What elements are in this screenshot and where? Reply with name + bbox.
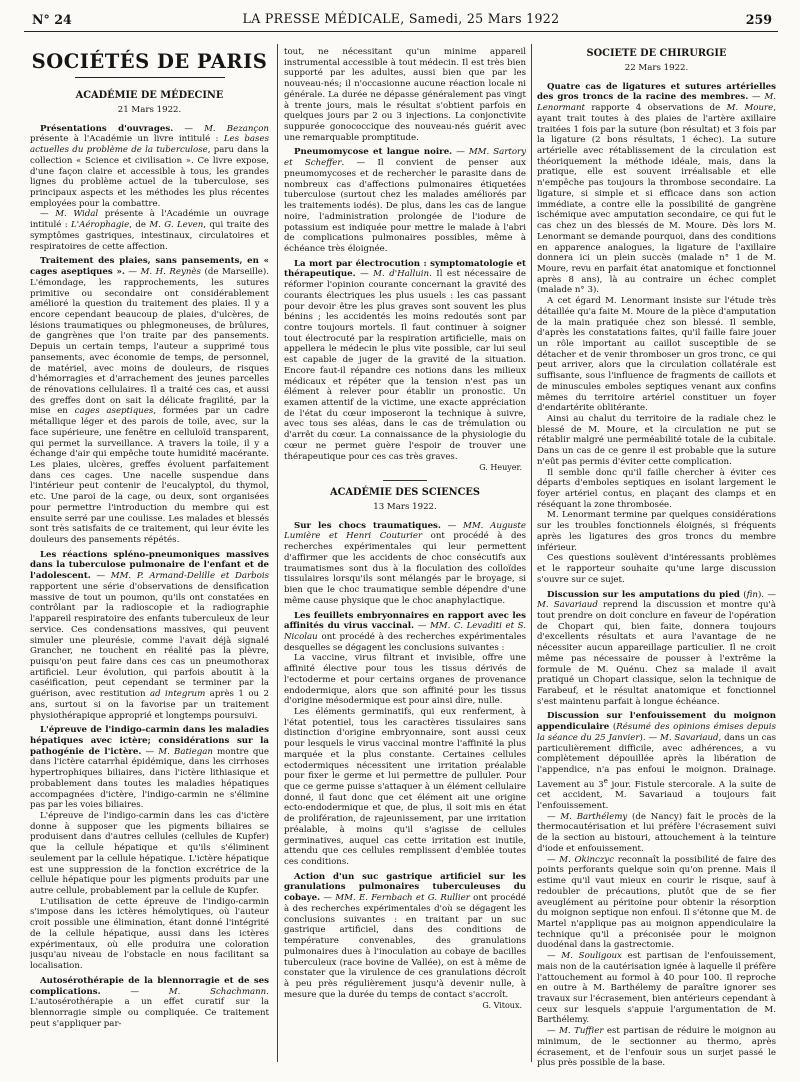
article-paragraph: Pneumomycose et langue noire. — MM. Sartory et Scheffer. — Il convient de penser aux pneumomycoses et de rechercher le parasite dans de nombreux cas d'affections pulmonaires étiquetées tuberculose (surtout chez les malades améliorés par les traitements iodés). De plus, dans les cas de langue noire, l'administration prolongée de l'iodure de potassium est indiquée pour mettre le malade à l'abri de complications pulmonaires possibles, même à échéance très éloignée.	[284, 147, 526, 254]
article-paragraph: L'épreuve de l'indigo-carmin dans les maladies hépatiques avec ictère; considérations sur la pathogénie de l'ictère. — M. Batiegan montre que dans l'ictère catarrhal épidémique, dans les cirrhoses hypertrophiques biliaires, dans l'ictère lithiasique et probablement dans toutes les maladies hépatiques accompagnées d'ictère, l'indigo-carmin ne s'élimine pas par les voies biliaires.	[30, 725, 269, 811]
separator-rule	[383, 480, 427, 481]
journal-title: LA PRESSE MÉDICALE, Samedi, 25 Mars 1922	[242, 11, 560, 26]
article-paragraph: — M. Tuffier est partisan de réduire le moignon au minimum, de le sectionner au thermo, après écrasement, et de l'enfouir sous un surjet passé le plus près possible de la base.	[537, 1026, 776, 1068]
article-paragraph: L'utilisation de cette épreuve de l'indigo-carmin s'impose dans les ictères hémolytiques, où l'auteur croit possible une élimination, étant donné l'intégrité de la cellule hépatique, aussi dans les ictères expérimentaux, où elle produira une coloration jusqu'au niveau de l'obstacle en nous facilitant sa localisation.	[30, 896, 269, 972]
column-1	[30, 42, 269, 1068]
page-header	[24, 9, 778, 32]
column-rule-1	[277, 44, 278, 1062]
article-paragraph: Action d'un suc gastrique artificiel sur les granulations pulmonaires tuberculeuses du cobaye. — MM. E. Fernbach et G. Rullier ont procédé à des recherches expérimentales d'où se dégagent les conclusions suivantes : en traitant par un suc gastrique artificiel, dans des conditions de température convenables, des granulations pulmonaires dues à l'inoculation au cobaye de bacilles tuberculeux (race bovine de Vallée), on est à même de constater que la virulence de ces granulations décroît à peu près régulièrement jusqu'à devenir nulle, à mesure que la durée du temps de contact s'accroît.	[284, 871, 526, 1000]
article-paragraph: La mort par électrocution : symptomatologie et thérapeutique. — M. d'Halluin. Il est nécessaire de réformer l'opinion courante concernant la gravité des courants électriques les plus usuels : les cas passant pour devoir être les plus graves sont souvent les plus bénins ; les accidentés les moins redoutés sont par contre toujours mortels. Il faut continuer à soigner tout électrocuté par la respiration artificielle, mais on appellera le médecin le plus vite possible, car lui seul est capable de juger de la gravité de la situation. Encore faut-il répandre ces notions dans les milieux médicaux et répéter que la tension n'est pas un élément à relever pour établir un pronostic. Un examen attentif de la victime, une exacte appréciation de l'état du cœur imposeront la technique à suivre, avec tous ses aléas, dans le cas de trémulation ou d'arrêt du cœur. La connaissance de la physiologie du cœur ne permet guère l'espoir de trouver une thérapeutique pour ces cas très graves.	[284, 258, 526, 462]
article-paragraph: M. Lenormant termine par quelques considérations sur les troubles fonctionnels éloignés, si fréquents après les ligatures des gros troncs du membre inférieur.	[537, 510, 776, 553]
article-paragraph: — M. Barthélemy (de Nancy) fait le procès de la thermocautérisation et lui préfère l'écrasement suivi de la section au bistouri, attouchement à la teinture d'iode et enfouissement.	[537, 811, 776, 854]
session-date: 21 Mars 1922.	[117, 105, 182, 115]
article-paragraph: Ces questions soulèvent d'intéressants problèmes et le rapporteur souhaite qu'une large discussion s'ouvre sur ce sujet.	[537, 553, 776, 585]
column-3	[537, 48, 776, 1068]
section-title-underline	[75, 77, 225, 78]
column-2-content	[284, 47, 526, 1012]
column-3-content	[537, 48, 776, 1068]
article-paragraph: Discussion sur l'enfouissement du moignon appendiculaire (Résumé des opinions émises depuis la séance du 25 Janvier). — M. Savariaud, dans un cas particulièrement difficile, avec adhérences, a vu complètement dépouillée après la libération de l'appendice, n'a pas enfoui le moignon. Drainage. Lavement au 3e jour. Fistule stercorale. A la suite de cet accident, M. Savariaud a toujours fait l'enfouissement.	[537, 711, 776, 812]
article-paragraph: Les réactions spléno-pneumoniques massives dans la tuberculose pulmonaire de l'enfant et de l'adolescent. — MM. P. Armand-Delille et Darbois rapportent une série d'observations de densification massive de tout un poumon, qu'ils ont constatées en contrôlant par la radioscopie et la radiographie l'appareil respiratoire des enfants tuberculeux de leur service. Ces condensations massives, qui peuvent simuler une pleurésie, comme l'avait déjà signalé Grancher, ne touchent en réalité pas la plèvre, puisqu'on peut faire dans ces cas un pneumothorax artificiel. Leur évolution, qui parfois aboutit à la caséification, peut cependant se terminer par la guérison, avec restitution ad integrum après 1 ou 2 ans, surtout si on la favorise par un traitement physiothérapique approprié et longtemps poursuivi.	[30, 549, 269, 721]
society-heading: ACADÉMIE DE MÉDECINE	[75, 90, 224, 101]
author-signature: G. Vitoux.	[482, 1001, 522, 1011]
session-date: 13 Mars 1922.	[373, 502, 437, 513]
article-paragraph: La vaccine, virus filtrant et invisible, offre une affinité élective pour tous les tissus dérivés de l'ectoderme et pour certains organes de provenance endodermique, alors que son affinité pour les tissus d'origine mésodermique est pour ainsi dire, nulle.	[284, 653, 526, 707]
author-signature: G. Heuyer.	[479, 463, 522, 473]
article-paragraph: — M. Okinczyc reconnaît la possibilité de faire des points perforants quelque soin qu'on prenne. Mais il estime qu'il vaut mieux en courir le risque, sauf à redoubler de précautions, plutôt que de se fier aveuglément au péritoine pour obtenir la résorption du moignon septique non enfoui. Il s'étonne que M. de Martel n'applique pas au moignon appendiculaire la technique qu'il a préconisée pour le moignon duodénal dans la gastrectomie.	[537, 854, 776, 951]
page-number: 259	[745, 12, 772, 27]
article-paragraph: Ainsi au chalut du territoire de la radiale chez le blessé de M. Moure, et la circulation ne put se rétablir malgré une perméabilité totale de la cubitale. Dans un cas de ce genre il est probable que la suture n'eût pas permis d'éviter cette complication.	[537, 414, 776, 467]
article-paragraph: Les feuillets embryonnaires en rapport avec les affinités du virus vaccinal. — MM. C. Levaditi et S. Nicolau ont procédé à des recherches expérimentales desquelles se dégagent les conclusions suivantes :	[284, 610, 526, 653]
article-paragraph: tout, ne nécessitant qu'un minime appareil instrumental accessible à tout médecin. Il est très bien supporté par les adultes, aussi bien que par les nouveau-nés; il n'occasionne aucune réaction locale ni générale. La durée ne dépasse généralement pas vingt à trente jours, mais le résultat s'obtient parfois en quelques jours par 2 ou 3 injections. La conjonctivite suppurée gonococcique des nouveau-nés guérit avec une remarquable promptitude.	[284, 47, 526, 143]
article-paragraph: Sur les chocs traumatiques. — MM. Auguste Lumière et Henri Couturier ont procédé à des recherches expérimentales qui leur permettent d'affirmer que les accidents de choc consécutifs aux traumatismes sont dus à la floculation des colloïdes tissulaires lorsqu'ils sont mélangés par le broyage, si bien que le choc traumatique semble dépendre d'une même cause physique que le choc anaphylactique.	[284, 520, 526, 606]
column-1-content	[30, 90, 269, 1029]
article-paragraph: Présentations d'ouvrages. — M. Bezançon présente à l'Académie un livre intitulé : Les bases actuelles du problème de la tuberculose, paru dans la collection « Science et civilisation ». Ce livre expose, d'une façon claire et accessible à tous, les grandes lignes du problème actuel de la tuberculose, ses principaux aspects et les méthodes les plus récentes employées pour la combattre.	[30, 123, 269, 209]
column-2	[284, 47, 526, 1068]
article-paragraph: Autosérothérapie de la blennorragie et de ses complications. — M. Schachmann. L'autosérothérapie a un effet curatif sur la blennorragie simple ou compliquée. Ce traitement peut s'appliquer par-	[30, 975, 269, 1029]
article-paragraph: — M. Souligoux est partisan de l'enfouissement, mais non de la cautérisation ignée à laquelle il préfère l'attouchement au formol à 40 pour 100. Il reproche en outre à M. Barthélemy de paraître ignorer ses travaux sur l'écrasement, bien antérieurs cependant à ceux sur lesquels s'appuie l'argumentation de M. Barthélemy.	[537, 951, 776, 1026]
article-paragraph: Quatre cas de ligatures et sutures artérielles des gros troncs de la racine des membres. — M. Lenormant rapporte 4 observations de M. Moure, ayant trait toutes à des plaies de l'artère axillaire traitées 1 fois par la suture (bon résultat) et 3 fois par la ligature (2 bons résultats, 1 échec). La suture artérielle avec rétablissement de la circulation est théoriquement la méthode idéale, mais, dans la pratique, elle est souvent irréalisable et elle n'empêche pas toujours la thrombose secondaire. La ligature, si simple et si efficace dans son action immédiate, a contre elle la possibilité de gangrène ischémique avec amputation secondaire, ce qui fut le cas chez un des blessés de M. Moure. Dès lors M. Lenormant se demande pourquoi, dans des conditions en apparence analogues, la ligature de l'axillaire donnera ici un plein succès (malade n° 1 de M. Moure, revu en parfait état anatomique et fonctionnel après 8 ans), là au contraire un échec complet (malade n° 3).	[537, 81, 776, 296]
article-paragraph: A cet égard M. Lenormant insiste sur l'étude très détaillée qu'a faite M. Moure de la pièce d'amputation de la main pratiquée chez son blessé. Il semble, d'après les constatations faites, qu'il faille faire jouer un rôle important au caillot susceptible de se détacher et de venir thromboser un gros tronc, ce qui peut arriver, alors que la circulation collatérale est suffisante, sous l'influence de fragments de caillots et de minuscules emboles septiques venant aux confins mêmes du territoire artériel constituer un foyer d'endartérite oblitérante.	[537, 296, 776, 414]
society-heading: SOCIÉTÉ DE CHIRURGIE	[586, 48, 727, 59]
issue-number: N° 24	[32, 12, 72, 27]
column-rule-2	[531, 44, 532, 1062]
session-date: 22 Mars 1922.	[624, 63, 689, 73]
article-paragraph: L'épreuve de l'indigo-carmin dans les cas d'ictère donne à supposer que les pigments biliaires se produisent dans d'autres cellules (cellules de Kupfer) que la cellule hépatique et qu'ils s'éliminent seulement par la cellule hépatique. L'ictère hépatique est une suppression de la fonction excrétrice de la cellule hépatique pour les pigments produits par une autre cellule, probablement par la cellule de Kupfer.	[30, 811, 269, 897]
society-heading: ACADÉMIE DES SCIENCES	[330, 487, 480, 499]
article-paragraph: Discussion sur les amputations du pied (fin). — M. Savariaud reprend la discussion et montre qu'à tout prendre on doit conclure en faveur de l'opération de Chopart qui, bien faite, donnera toujours d'excellents résultats et aura l'avantage de ne nécessiter aucun appareillage particulier. Il ne croit même pas nécessaire de pousser à l'extrême la formule de M. Quénu. Chez sa malade il avait pratiqué un Chopart classique, selon la technique de Farabeuf, et le résultat anatomique et fonctionnel s'est maintenu parfait à longue échéance.	[537, 589, 776, 707]
article-paragraph: Les éléments germinatifs, qui eux renferment, à l'état potentiel, tous les caractères tissulaires sans distinction d'origine embryonnaire, sont aussi ceux pour lesquels le virus vaccinal montre l'affinité la plus marquée et la plus constante. Certaines cellules ectodermiques nécessitent une irritation préalable pour fixer le germe et lui permettre de pulluler. Pour que ce germe puisse s'attaquer à un élément cellulaire donné, il faut donc que cet élément ait une origine ecto-endodermique et que, de plus, il soit mis en état de prolifération, de rajeunissement, par une irritation préalable, à moins qu'il s'agisse de cellules germinatives, auquel cas cette irritation est inutile, attendu que ces cellules remplissent d'emblée toutes ces conditions.	[284, 706, 526, 868]
section-title: SOCIÉTÉS DE PARIS	[31, 50, 268, 73]
article-paragraph: Il semble donc qu'il faille chercher à éviter ces départs d'emboles septiques en isolant largement le foyer artériel contus, en plaçant des clamps et en réséquant la zone thrombosée.	[537, 467, 776, 510]
article-paragraph: Traitement des plaies, sans pansements, en « cages aseptiques ». — M. H. Reynès (de Marseille). L'émondage, les rapprochements, les sutures primitive ou secondaire ont considérablement amélioré la question du traitement des plaies. Il y a encore cependant beaucoup de plaies, d'ulcères, de lésions traumatiques ou phlegmoneuses, de brûlures, de gangrènes que l'on traite par des pansements. Depuis un certain temps, l'auteur a supprimé tous pansements, avec économie de temps, de personnel, de matériel, avec moins de douleurs, de risques d'hémorragies et d'arrachement des jeunes parcelles de rénovations cellulaires. Il a traité ces cas, et aussi des greffes dont on sait la délicate fragilité, par la mise en cages aseptiques, formées par un cadre métallique léger et des parois de toile, avec, sur la face supérieure, une fenêtre en celluloïd transparent, qui permet la surveillance. A travers la toile, il y a échange d'air qui empêche toute humidité macérante. Les plaies, ulcères, greffes évoluent parfaitement dans ces cages. Une nacelle suspendue dans l'intérieur peut contenir de l'eucalyptol, du thymol, etc. Une paroi de la cage, ou deux, sont organisées pour permettre l'introduction du membre qui est ensuite serré par une coulisse. Les malades et blessés sont très satisfaits de ce traitement, qui leur évite les douleurs des pansements répétés.	[30, 256, 269, 546]
article-paragraph: — M. Widal présente à l'Académie un ouvrage intitulé : L'Aérophagie, de M. G. Leven, qui traite des symptômes gastriques, intestinaux, circulatoires et respiratoires de cette affection.	[30, 209, 269, 252]
